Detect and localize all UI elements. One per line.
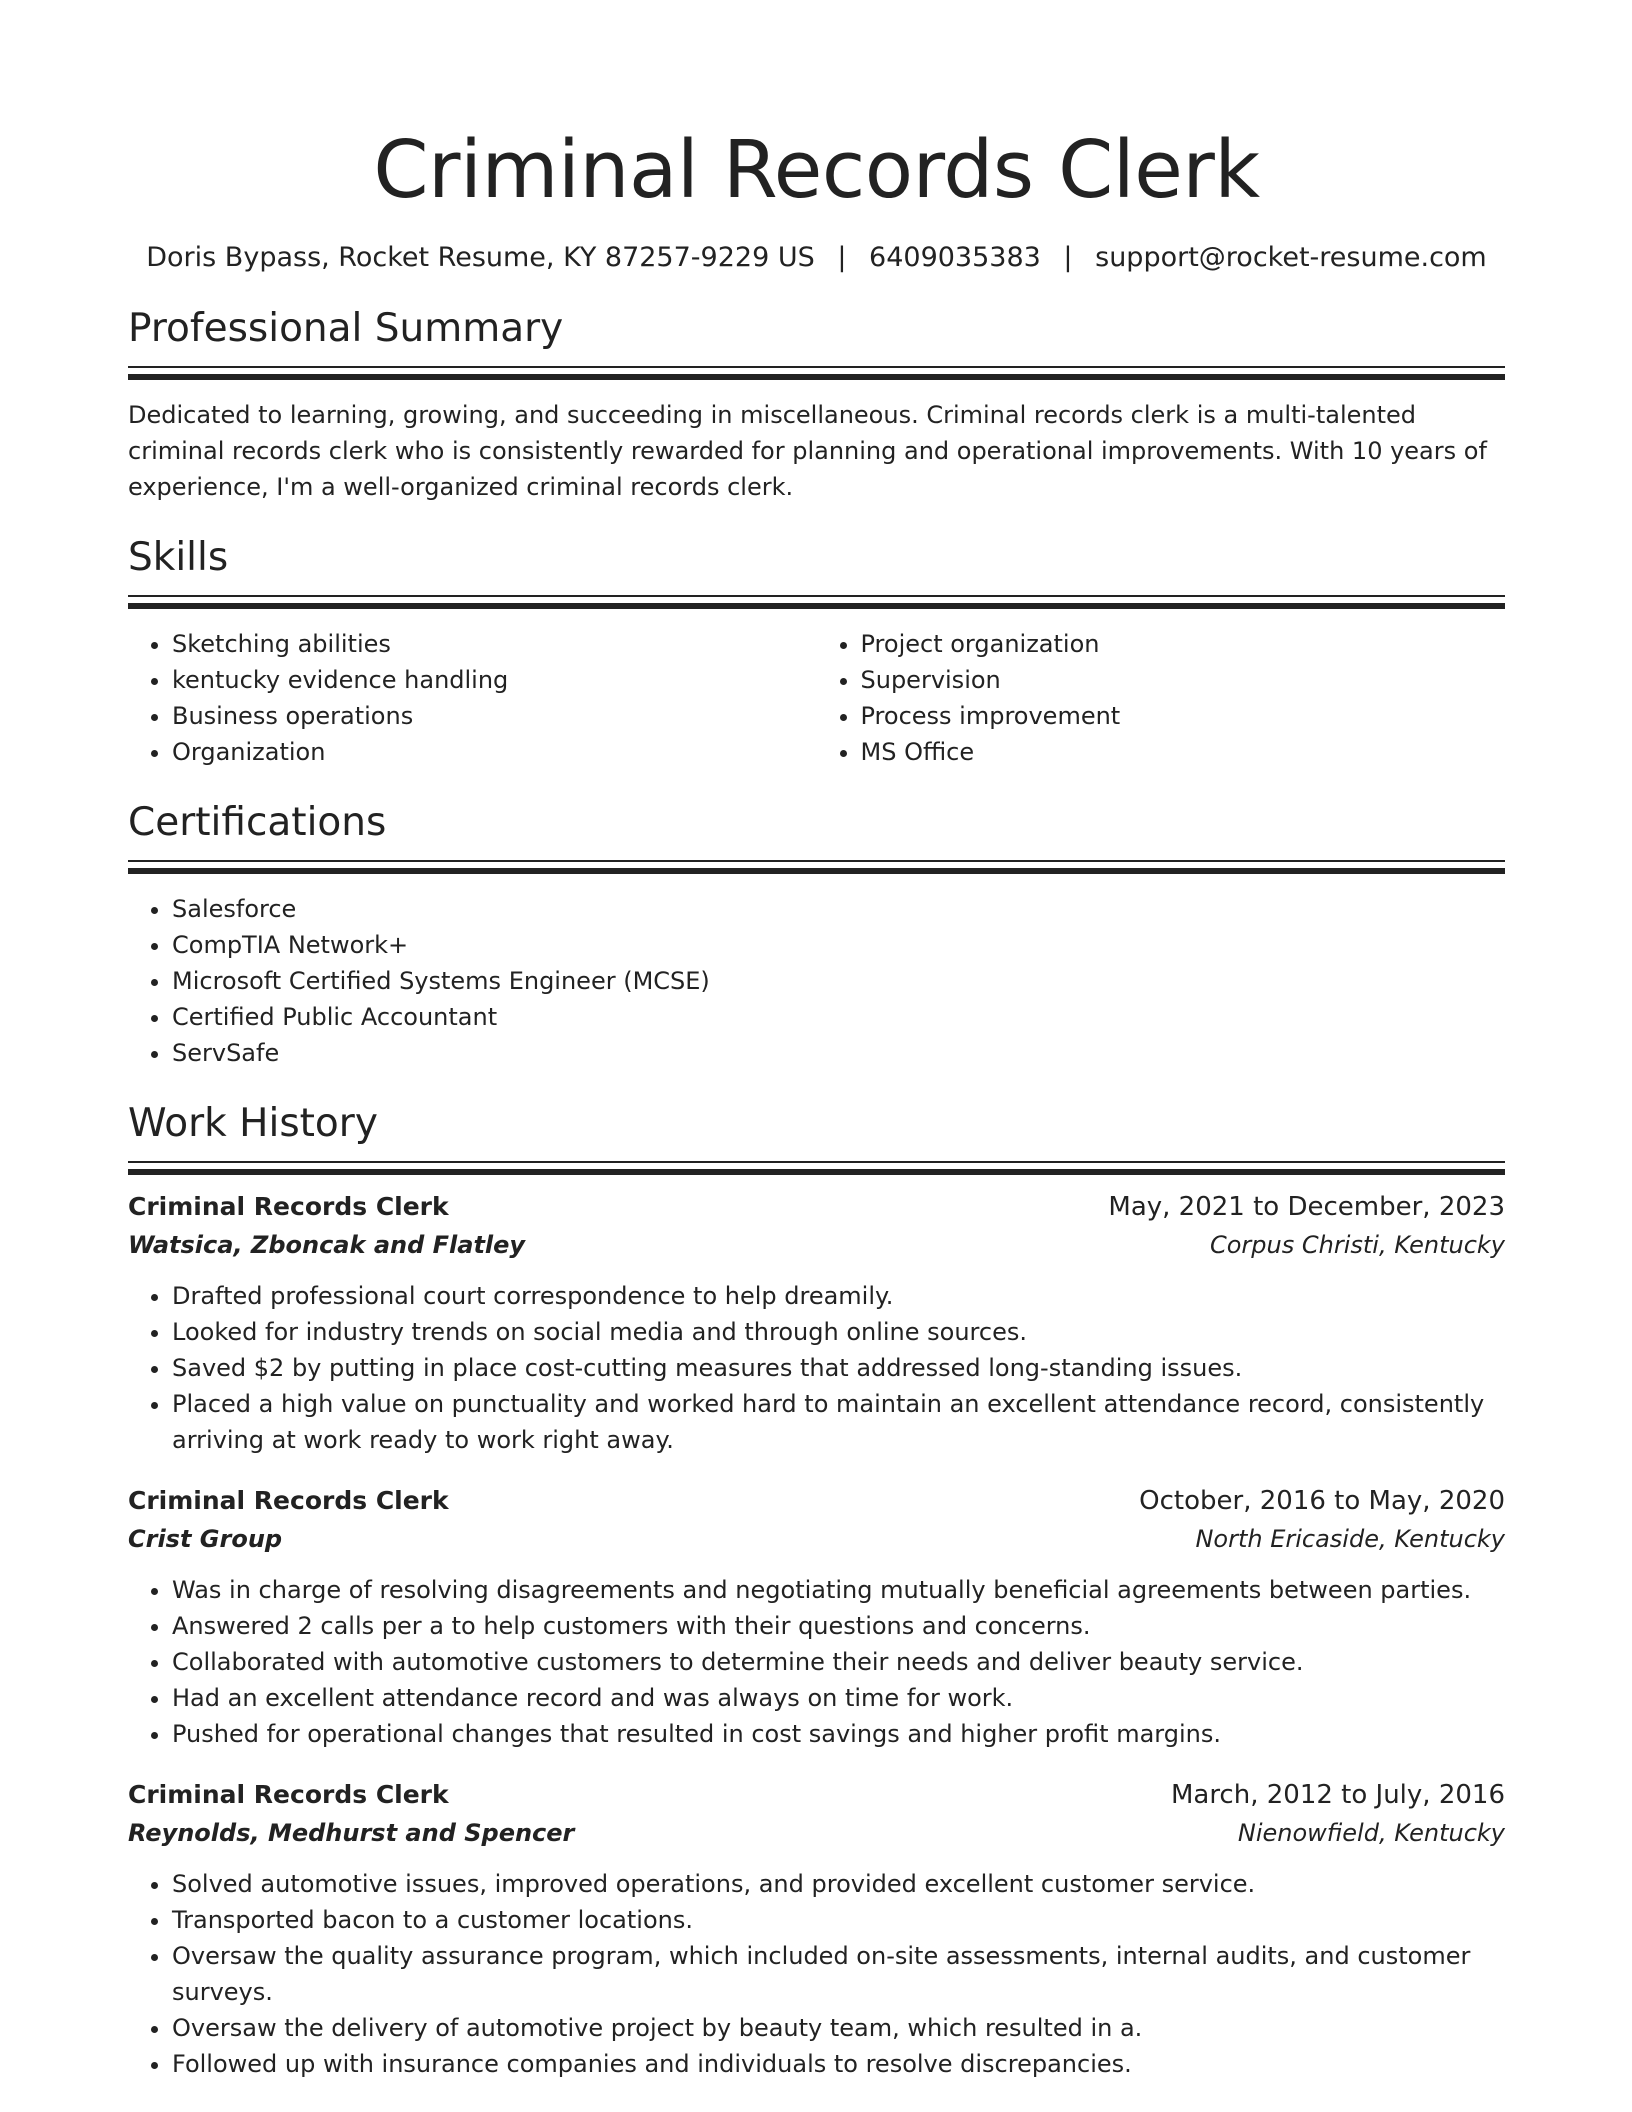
skills-columns — [128, 610, 1505, 770]
certification-item: • Certified Public Accountant — [172, 999, 1505, 1035]
job-bullets — [128, 1572, 1505, 1752]
job-entry — [128, 1188, 1505, 1458]
job-header-row — [128, 1482, 1505, 1520]
skill-item: • MS Office — [861, 734, 1506, 770]
job-bullet: • Solved automotive issues, improved operations, and provided excellent customer service. — [172, 1866, 1505, 1902]
certifications-section — [128, 798, 1505, 1071]
skill-item: • Business operations — [172, 698, 817, 734]
job-dates: March, 2012 to July, 2016 — [1170, 1780, 1505, 1810]
job-title: Criminal Records Clerk — [128, 1486, 449, 1515]
job-bullet: • Had an excellent attendance record and was always on time for work. — [172, 1680, 1505, 1716]
section-heading-summary: Professional Summary — [128, 306, 564, 351]
job-bullet: • Transported bacon to a customer locations. — [172, 1902, 1505, 1938]
job-company-row — [128, 1520, 1505, 1558]
resume-title: Criminal Records Clerk — [373, 124, 1260, 216]
job-dates: May, 2021 to December, 2023 — [1108, 1192, 1505, 1222]
certification-item: • CompTIA Network+ — [172, 927, 1505, 963]
job-entry — [128, 1776, 1505, 2082]
job-bullet: • Drafted professional court correspondence to help dreamily. — [172, 1278, 1505, 1314]
job-location: Nienowfield, Kentucky — [1237, 1819, 1505, 1847]
job-bullet: • Saved $2 by putting in place cost-cutting measures that addressed long-standing issues. — [172, 1350, 1505, 1386]
job-bullets — [128, 1866, 1505, 2082]
job-dates: October, 2016 to May, 2020 — [1139, 1486, 1505, 1516]
job-company: Reynolds, Medhurst and Spencer — [128, 1819, 575, 1847]
skill-item: • Sketching abilities — [172, 626, 817, 662]
skills-list-right — [817, 626, 1506, 770]
contact-address: Doris Bypass, Rocket Resume, KY 87257-9229 US — [146, 242, 815, 273]
section-heading-skills: Skills — [128, 535, 229, 580]
job-entry — [128, 1482, 1505, 1752]
job-bullet: • Looked for industry trends on social media and through online sources. — [172, 1314, 1505, 1350]
section-heading-certifications: Certifications — [128, 800, 387, 845]
skills-list-left — [128, 626, 817, 770]
job-bullet: • Oversaw the delivery of automotive project by beauty team, which resulted in a. — [172, 2010, 1505, 2046]
job-location: Corpus Christi, Kentucky — [1209, 1231, 1505, 1259]
job-company-row — [128, 1226, 1505, 1264]
job-company: Crist Group — [128, 1525, 283, 1553]
certification-item: • Salesforce — [172, 891, 1505, 927]
summary-text: Dedicated to learning, growing, and succeeding in miscellaneous. Criminal records clerk is a multi-talented criminal records clerk who is consistently rewarded for planning and operational improvements. With 10 years of experience, I'm a well-organized criminal records clerk. — [128, 401, 1487, 501]
contact-phone: 6409035383 — [869, 242, 1041, 273]
contact-separator: | — [1063, 242, 1073, 273]
job-bullet: • Placed a high value on punctuality and worked hard to maintain an excellent attendance record, consistently arriving at work ready to work right away. — [172, 1386, 1505, 1458]
contact-email: support@rocket-resume.com — [1095, 242, 1487, 273]
section-heading-work-history: Work History — [128, 1101, 378, 1146]
job-bullet: • Oversaw the quality assurance program, which included on-site assessments, internal audits, and customer surveys. — [172, 1938, 1505, 2010]
job-company: Watsica, Zboncak and Flatley — [128, 1231, 526, 1259]
skill-item: • Process improvement — [861, 698, 1506, 734]
contact-separator: | — [837, 242, 847, 273]
section-divider — [128, 366, 1505, 381]
skills-section — [128, 533, 1505, 770]
section-divider — [128, 595, 1505, 610]
certification-item: • ServSafe — [172, 1035, 1505, 1071]
job-header-row — [128, 1188, 1505, 1226]
skill-item: • Project organization — [861, 626, 1506, 662]
job-bullet: • Answered 2 calls per a to help customers with their questions and concerns. — [172, 1608, 1505, 1644]
job-bullet: • Followed up with insurance companies and individuals to resolve discrepancies. — [172, 2046, 1505, 2082]
job-bullet: • Collaborated with automotive customers to determine their needs and deliver beauty service. — [172, 1644, 1505, 1680]
job-header-row — [128, 1776, 1505, 1814]
job-title: Criminal Records Clerk — [128, 1192, 449, 1221]
work-history-section — [128, 1099, 1505, 2082]
contact-line — [128, 240, 1505, 276]
certification-item: • Microsoft Certified Systems Engineer (MCSE) — [172, 963, 1505, 999]
job-title: Criminal Records Clerk — [128, 1780, 449, 1809]
job-bullet: • Was in charge of resolving disagreements and negotiating mutually beneficial agreements between parties. — [172, 1572, 1505, 1608]
certifications-list — [128, 891, 1505, 1071]
job-company-row — [128, 1814, 1505, 1852]
job-bullets — [128, 1278, 1505, 1458]
summary-section — [128, 304, 1505, 505]
job-location: North Ericaside, Kentucky — [1195, 1525, 1505, 1553]
skill-item: • kentucky evidence handling — [172, 662, 817, 698]
section-divider — [128, 860, 1505, 875]
section-divider — [128, 1161, 1505, 1176]
skill-item: • Organization — [172, 734, 817, 770]
skill-item: • Supervision — [861, 662, 1506, 698]
job-bullet: • Pushed for operational changes that resulted in cost savings and higher profit margins. — [172, 1716, 1505, 1752]
